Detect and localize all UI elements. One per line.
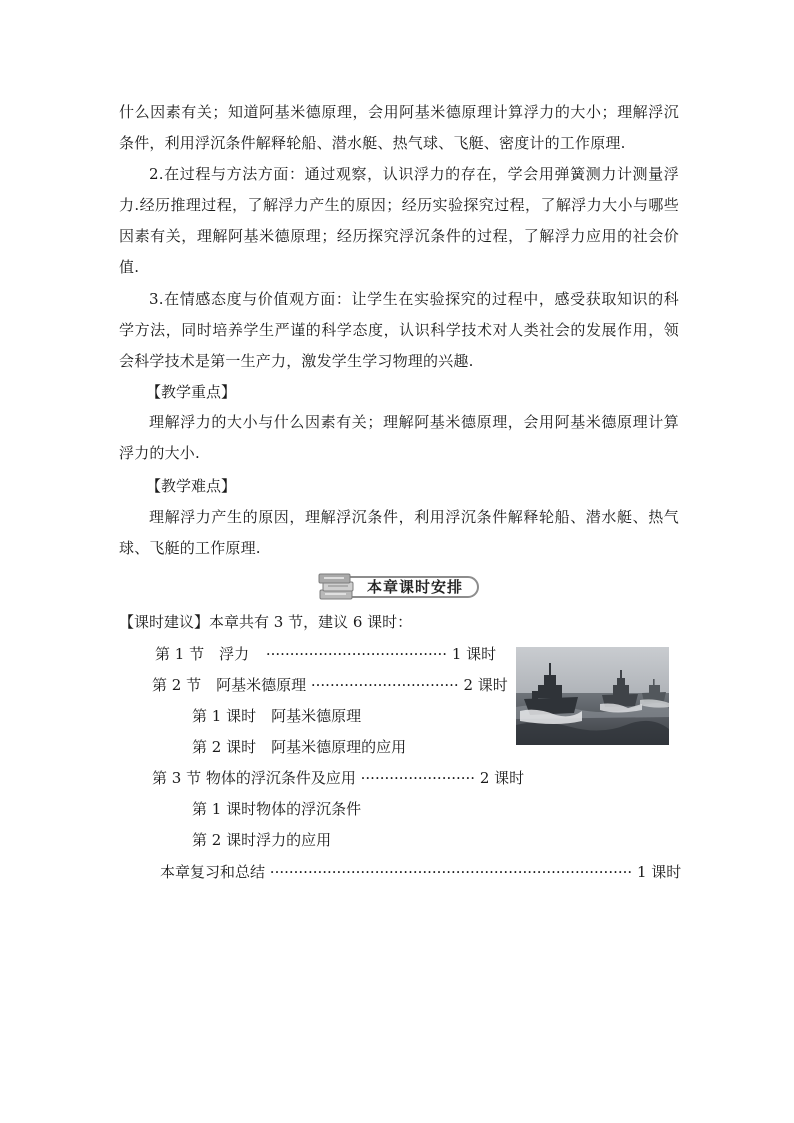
schedule-row	[192, 706, 361, 726]
schedule-row	[155, 644, 496, 664]
schedule-row-hours: 2 课时	[479, 769, 525, 787]
schedule-row-hours: 1 课时	[636, 863, 682, 881]
schedule-row-label: 第 2 课时浮力的应用	[192, 831, 332, 849]
schedule-row-label: 第 2 课时 阿基米德原理的应用	[192, 738, 407, 756]
schedule-row	[192, 737, 406, 757]
schedule-row	[152, 768, 524, 788]
difficulties-text: 理解浮力产生的原因，理解浮沉条件，利用浮沉条件解释轮船、潜水艇、热气球、飞艇的工作原理.	[119, 508, 679, 557]
schedule-row-dots: ·······························	[310, 676, 459, 694]
ships-photo	[516, 647, 669, 745]
objectives-paragraph-1: 什么因素有关；知道阿基米德原理，会用阿基米德原理计算浮力的大小；理解浮沉条件，利用浮沉条件解释轮船、潜水艇、热气球、飞艇、密度计的工作原理.	[119, 103, 679, 152]
banner-title: 本章课时安排	[366, 578, 463, 596]
schedule-row	[192, 799, 361, 819]
schedule-row	[160, 862, 681, 882]
schedule-row-dots: ························	[360, 769, 476, 787]
schedule-row-hours: 1 课时	[451, 645, 497, 663]
schedule-row-label: 本章复习和总结	[160, 863, 266, 881]
key-points-text: 理解浮力的大小与什么因素有关；理解阿基米德原理，会用阿基米德原理计算浮力的大小.	[119, 413, 679, 462]
schedule-row-label: 第 1 课时 阿基米德原理	[192, 707, 362, 725]
schedule-row-hours: 2 课时	[463, 676, 508, 694]
schedule-row	[192, 830, 331, 850]
book-stack-icon	[316, 570, 358, 603]
objectives-paragraph-2: 2.在过程与方法方面：通过观察，认识浮力的存在，学会用弹簧测力计测量浮力.经历推理过程，了解浮力产生的原因；经历实验探究过程，了解浮力大小与哪些因素有关，理解阿基米德原理；经历探究浮沉条件的过程，了解浮力应用的社会价值.	[119, 165, 679, 276]
schedule-row-label: 第 2 节 阿基米德原理	[152, 676, 307, 694]
schedule-row-dots: ············································································	[269, 863, 633, 881]
schedule-row-label: 第 3 节 物体的浮沉条件及应用	[152, 769, 356, 787]
schedule-row-label: 第 1 课时物体的浮沉条件	[192, 800, 362, 818]
chapter-schedule-banner	[316, 570, 481, 603]
ships-image-icon	[516, 647, 669, 745]
schedule-row-label: 第 1 节 浮力	[155, 645, 250, 663]
schedule-suggestion: 【课时建议】本章共有 3 节，建议 6 课时：	[119, 613, 413, 631]
key-points-heading: 【教学重点】	[146, 383, 237, 401]
schedule-row-dots: ······································	[265, 645, 448, 663]
schedule-row	[152, 675, 508, 695]
objectives-paragraph-3: 3.在情感态度与价值观方面：让学生在实验探究的过程中，感受获取知识的科学方法，同时培养学生严谨的科学态度，认识科学技术对人类社会的发展作用，领会科学技术是第一生产力，激发学生学习物理的兴趣.	[119, 290, 679, 370]
difficulties-heading: 【教学难点】	[146, 477, 237, 495]
